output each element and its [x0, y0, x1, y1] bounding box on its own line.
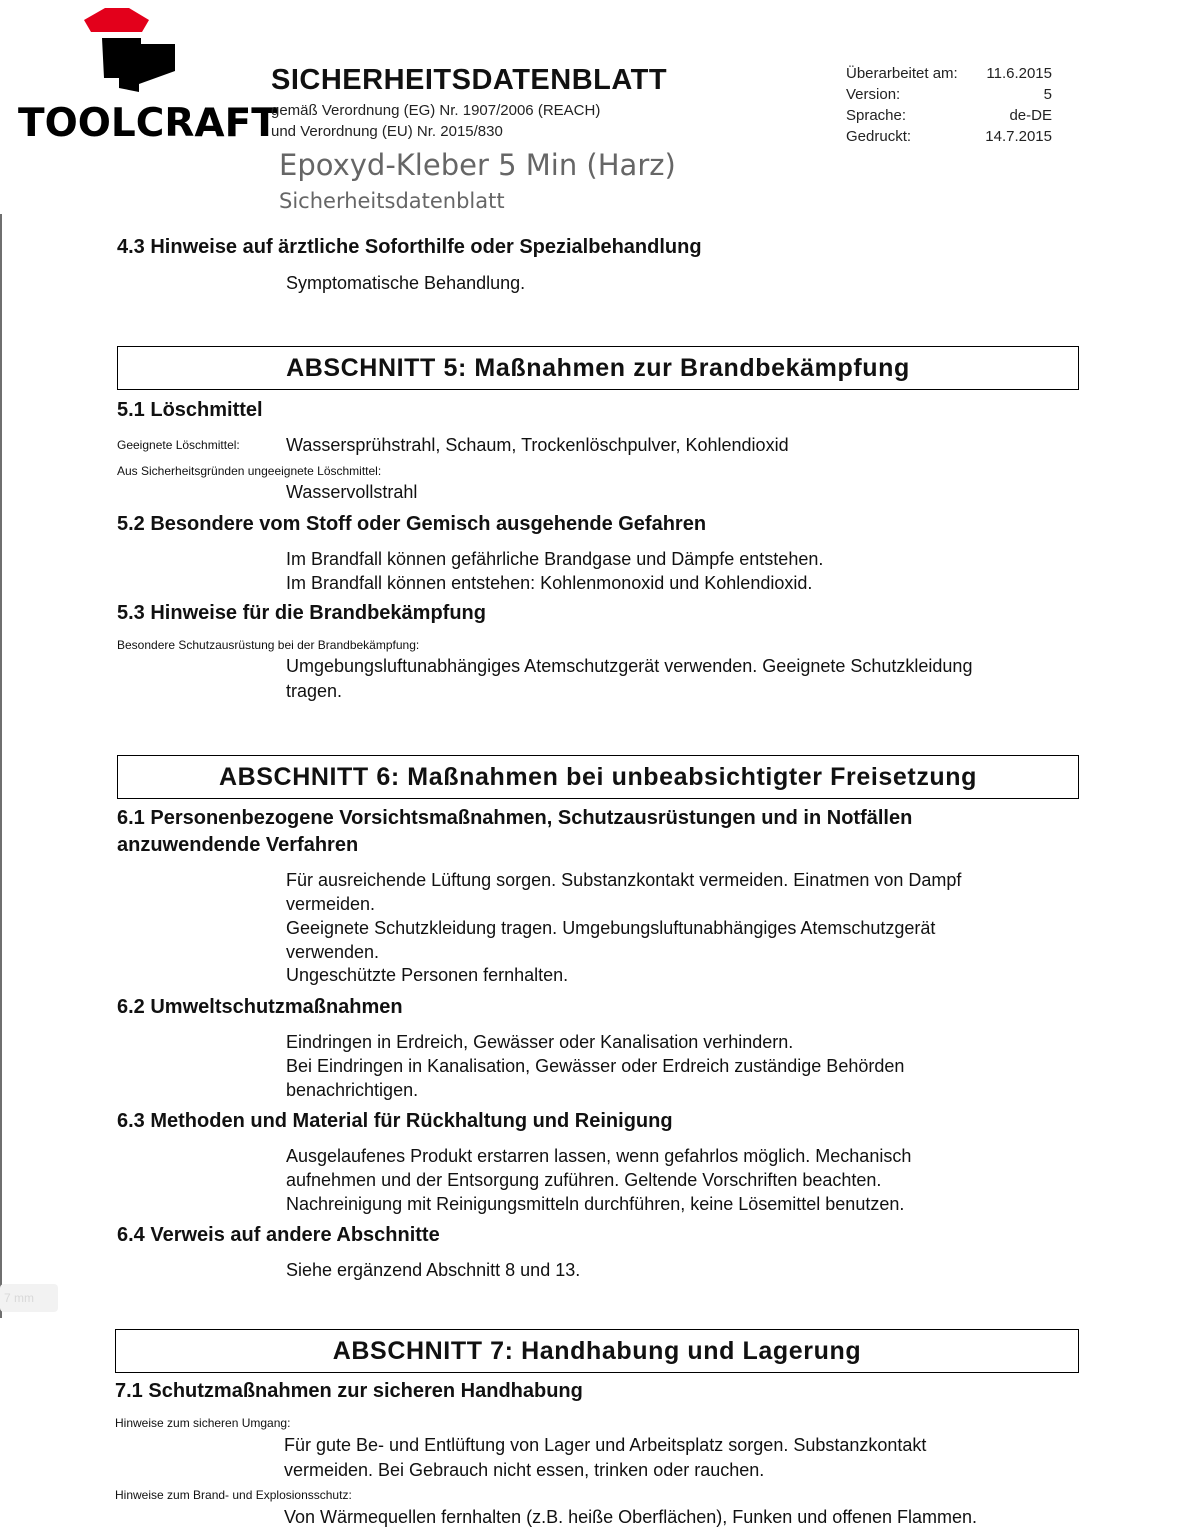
meta-row-printed [846, 126, 1052, 147]
label-fire-protection-gear: Besondere Schutzausrüstung bei der Brandbekämpfung: [117, 638, 420, 652]
text-6-2-line: Eindringen in Erdreich, Gewässer oder Kanalisation verhindern. [286, 1032, 794, 1052]
meta-label: Gedruckt: [846, 128, 912, 145]
meta-value: 11.6.2015 [986, 65, 1052, 82]
text-6-1-line: Geeignete Schutzkleidung tragen. Umgebungsluftunabhängiges Atemschutzgerät [286, 918, 936, 938]
text-suitable-extinguishers: Wassersprühstrahl, Schaum, Trockenlöschpulver, Kohlendioxid [286, 435, 789, 455]
heading-4-3: 4.3 Hinweise auf ärztliche Soforthilfe oder Spezialbehandlung [117, 236, 702, 258]
meta-row-version [846, 84, 1052, 105]
heading-6-2: 6.2 Umweltschutzmaßnahmen [117, 996, 403, 1018]
heading-7-1: 7.1 Schutzmaßnahmen zur sicheren Handhabung [115, 1380, 583, 1402]
text-6-3-line: Nachreinigung mit Reinigungsmitteln durchführen, keine Lösemittel benutzen. [286, 1194, 905, 1214]
text-unsuitable-extinguishers: Wasservollstrahl [286, 482, 418, 502]
text-7-1-handling-line: vermeiden. Bei Gebrauch nicht essen, trinken oder rauchen. [284, 1460, 765, 1480]
regulation-line-2: und Verordnung (EU) Nr. 2015/830 [271, 123, 503, 140]
meta-value: 5 [1043, 86, 1052, 103]
viewer-left-border [0, 214, 2, 1318]
heading-5-2: 5.2 Besondere vom Stoff oder Gemisch ausgehende Gefahren [117, 513, 707, 535]
toolcraft-hex-icon [18, 8, 263, 98]
section-5-title: ABSCHNITT 5: Maßnahmen zur Brandbekämpfung [117, 346, 1079, 390]
label-suitable-extinguishers: Geeignete Löschmittel: [117, 438, 240, 452]
regulation-line-1: gemäß Verordnung (EG) Nr. 1907/2006 (REACH) [271, 102, 601, 119]
document-type: Sicherheitsdatenblatt [279, 189, 505, 213]
text-6-4: Siehe ergänzend Abschnitt 8 und 13. [286, 1260, 581, 1280]
heading-6-4: 6.4 Verweis auf andere Abschnitte [117, 1224, 440, 1246]
toolcraft-logo [18, 8, 278, 146]
text-4-3: Symptomatische Behandlung. [286, 273, 526, 293]
text-6-1-line: Für ausreichende Lüftung sorgen. Substanzkontakt vermeiden. Einatmen von Dampf [286, 870, 962, 890]
text-5-2-line: Im Brandfall können entstehen: Kohlenmonoxid und Kohlendioxid. [286, 573, 813, 593]
text-5-3-line: Umgebungsluftunabhängiges Atemschutzgerät verwenden. Geeignete Schutzkleidung [286, 656, 973, 676]
text-7-1-fire: Von Wärmequellen fernhalten (z.B. heiße Oberflächen), Funken und offenen Flammen. [284, 1507, 978, 1527]
text-6-3-line: aufnehmen und der Entsorgung zuführen. Geltende Vorschriften beachten. [286, 1170, 882, 1190]
text-5-2-line: Im Brandfall können gefährliche Brandgase und Dämpfe entstehen. [286, 549, 824, 569]
meta-row-revised [846, 63, 1052, 84]
heading-6-1-line-2: anzuwendende Verfahren [117, 834, 359, 856]
meta-label: Sprache: [846, 107, 907, 124]
label-safe-handling: Hinweise zum sicheren Umgang: [115, 1416, 291, 1430]
revision-metadata [846, 63, 1052, 147]
meta-value: de-DE [1009, 107, 1052, 124]
text-6-1-line: verwenden. [286, 942, 380, 962]
text-6-1-line: Ungeschützte Personen fernhalten. [286, 965, 569, 985]
label-fire-explosion-protection: Hinweise zum Brand- und Explosionsschutz: [115, 1488, 352, 1502]
section-6-title: ABSCHNITT 6: Maßnahmen bei unbeabsichtigter Freisetzung [117, 755, 1079, 799]
product-name: Epoxyd-Kleber 5 Min (Harz) [279, 148, 676, 182]
meta-label: Überarbeitet am: [846, 65, 958, 82]
text-6-3-line: Ausgelaufenes Produkt erstarren lassen, wenn gefahrlos möglich. Mechanisch [286, 1146, 912, 1166]
heading-6-1-line-1: 6.1 Personenbezogene Vorsichtsmaßnahmen, Schutzausrüstungen und in Notfällen [117, 807, 913, 829]
meta-row-language [846, 105, 1052, 126]
meta-label: Version: [846, 86, 901, 103]
measure-tooltip: 7 mm [0, 1284, 58, 1312]
text-6-2-line: benachrichtigen. [286, 1080, 419, 1100]
brand-wordmark: TOOLCRAFT [18, 101, 278, 146]
heading-6-3: 6.3 Methoden und Material für Rückhaltung und Reinigung [117, 1110, 673, 1132]
section-7-title: ABSCHNITT 7: Handhabung und Lagerung [115, 1329, 1079, 1373]
meta-value: 14.7.2015 [985, 128, 1052, 145]
heading-5-1: 5.1 Löschmittel [117, 399, 263, 421]
text-6-2-line: Bei Eindringen in Kanalisation, Gewässer oder Erdreich zuständige Behörden [286, 1056, 905, 1076]
text-6-1-line: vermeiden. [286, 894, 376, 914]
document-title: SICHERHEITSDATENBLATT [271, 64, 668, 96]
text-7-1-handling-line: Für gute Be- und Entlüftung von Lager und Arbeitsplatz sorgen. Substanzkontakt [284, 1435, 927, 1455]
text-5-3-line: tragen. [286, 681, 343, 701]
label-unsuitable-extinguishers: Aus Sicherheitsgründen ungeeignete Löschmittel: [117, 464, 382, 478]
heading-5-3: 5.3 Hinweise für die Brandbekämpfung [117, 602, 486, 624]
